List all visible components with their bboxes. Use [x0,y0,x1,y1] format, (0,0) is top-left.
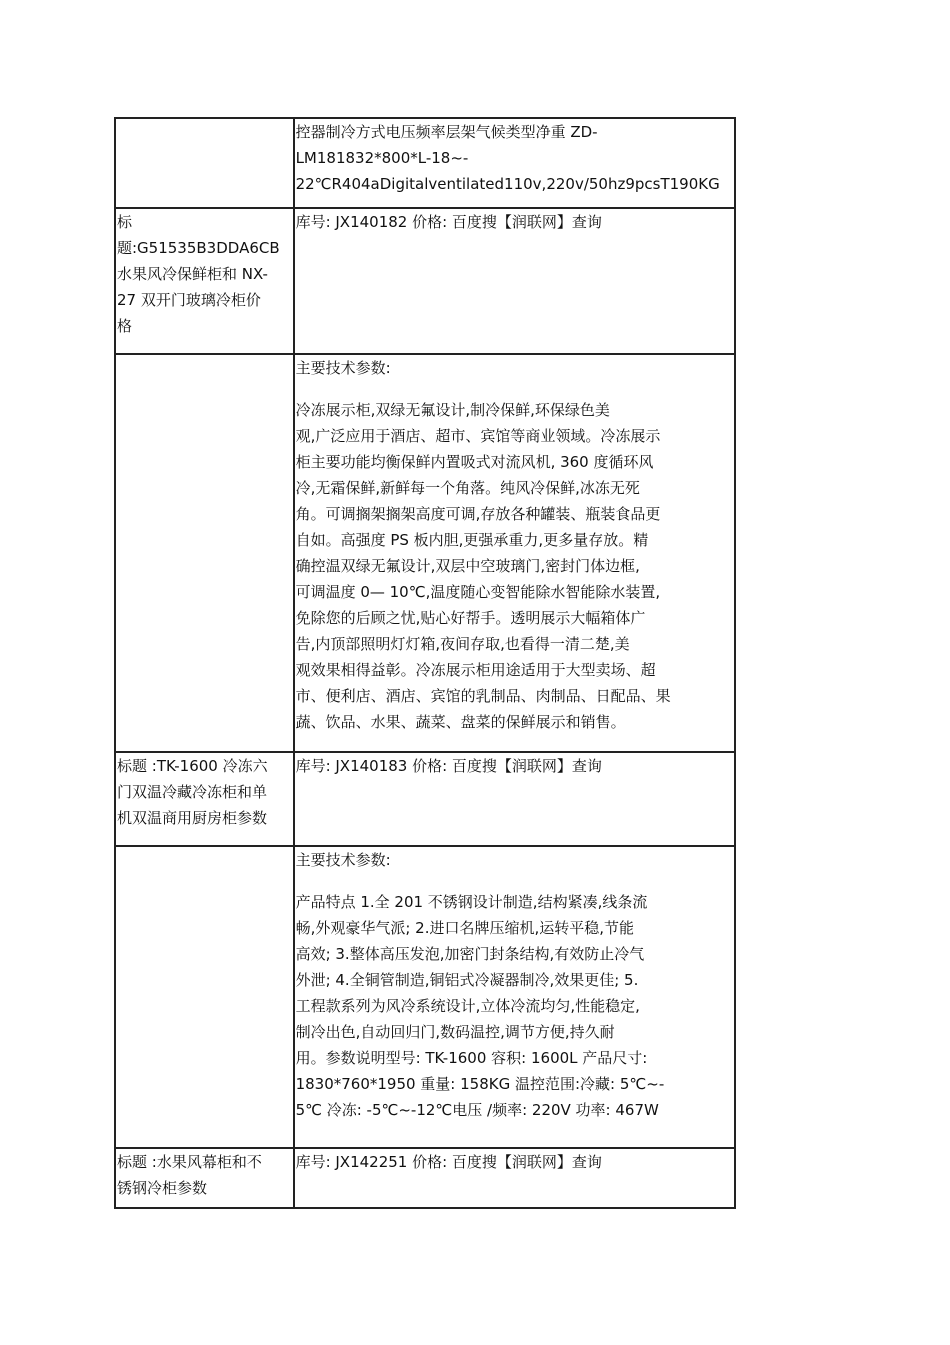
stock-price-text: 库号: JX140182 价格: 百度搜【润联网】查询 [295,213,602,231]
stock-price-cell [294,208,735,354]
stock-price-text: 库号: JX142251 价格: 百度搜【润联网】查询 [295,1153,602,1171]
spec-line: 控器制冷方式电压频率层架气候类型净重 ZD- [295,123,598,141]
body-line: 柜主要功能均衡保鲜内置吸式对流风机, 360 度循环风 [295,453,654,471]
title-line: 锈钢冷柜参数 [117,1179,208,1197]
body-line: 用。参数说明型号: TK-1600 容积: 1600L 产品尺寸: [295,1049,648,1067]
tech-params-heading: 主要技术参数: [295,851,391,869]
row-title-cell [115,208,294,354]
spec-line: 22℃R404aDigitalventilated110v,220v/50hz9pcsT190KG [295,175,720,193]
paragraph-gap [296,381,733,397]
table-row [115,752,735,846]
table-row [115,208,735,354]
body-line: 确控温双绿无氟设计,双层中空玻璃门,密封门体边框, [295,557,640,575]
tech-params-cell [294,846,735,1148]
body-line: 5℃ 冷冻: -5℃~-12℃电压 /频率: 220V 功率: 467W [295,1101,659,1119]
title-line: 题:G51535B3DDA6CB [117,239,280,257]
row-title-cell [115,1148,294,1208]
title-line: 标题 :TK-1600 冷冻六 [117,757,268,775]
title-line: 门双温冷藏冷冻柜和单 [117,783,268,801]
row-title-cell [115,354,294,752]
title-line: 27 双开门玻璃冷柜价 [117,291,261,309]
body-line: 工程款系列为风冷系统设计,立体冷流均匀,性能稳定, [295,997,640,1015]
body-line: 畅,外观豪华气派; 2.进口名牌压缩机,运转平稳,节能 [295,919,635,937]
spec-cell [294,118,735,208]
tech-params-heading: 主要技术参数: [295,359,391,377]
paragraph-gap [296,873,733,889]
stock-price-cell [294,752,735,846]
body-line: 1830*760*1950 重量: 158KG 温控范围:冷藏: 5℃~- [295,1075,665,1093]
spec-line: LM181832*800*L-18~- [295,149,469,167]
body-line: 蔬、饮品、水果、蔬菜、盘菜的保鲜展示和销售。 [295,713,626,731]
table-row [115,354,735,752]
body-line: 冷冻展示柜,双绿无氟设计,制冷保鲜,环保绿色美 [295,401,610,419]
table-row [115,118,735,208]
body-line: 免除您的后顾之忧,贴心好帮手。透明展示大幅箱体广 [295,609,646,627]
stock-price-cell [294,1148,735,1208]
title-line: 机双温商用厨房柜参数 [117,809,268,827]
body-line: 外泄; 4.全铜管制造,铜铝式冷凝器制冷,效果更佳; 5. [295,971,639,989]
product-table [114,117,736,1209]
body-line: 观效果相得益彰。冷冻展示柜用途适用于大型卖场、超 [295,661,656,679]
table-row [115,846,735,1148]
table-row [115,1148,735,1208]
row-title-cell [115,846,294,1148]
body-line: 自如。高强度 PS 板内胆,更强承重力,更多量存放。精 [295,531,649,549]
body-line: 高效; 3.整体高压发泡,加密门封条结构,有效防止冷气 [295,945,645,963]
title-line: 格 [117,317,133,335]
body-line: 观,广泛应用于酒店、超市、宾馆等商业领域。冷冻展示 [295,427,661,445]
row-title-cell [115,752,294,846]
title-line: 水果风冷保鲜柜和 NX- [117,265,268,283]
row-title-cell [115,118,294,208]
body-line: 产品特点 1.全 201 不锈钢设计制造,结构紧凑,线条流 [295,893,648,911]
title-line: 标 [117,213,133,231]
body-line: 市、便利店、酒店、宾馆的乳制品、肉制品、日配品、果 [295,687,671,705]
body-line: 制冷出色,自动回归门,数码温控,调节方便,持久耐 [295,1023,615,1041]
body-line: 可调温度 0— 10℃,温度随心变智能除水智能除水装置, [295,583,661,601]
stock-price-text: 库号: JX140183 价格: 百度搜【润联网】查询 [295,757,602,775]
body-line: 角。可调搁架搁架高度可调,存放各种罐装、瓶装食品更 [295,505,661,523]
body-line: 冷,无霜保鲜,新鲜每一个角落。纯风冷保鲜,冰冻无死 [295,479,640,497]
body-line: 告,内顶部照明灯灯箱,夜间存取,也看得一清二楚,美 [295,635,630,653]
title-line: 标题 :水果风幕柜和不 [117,1153,262,1171]
tech-params-cell [294,354,735,752]
